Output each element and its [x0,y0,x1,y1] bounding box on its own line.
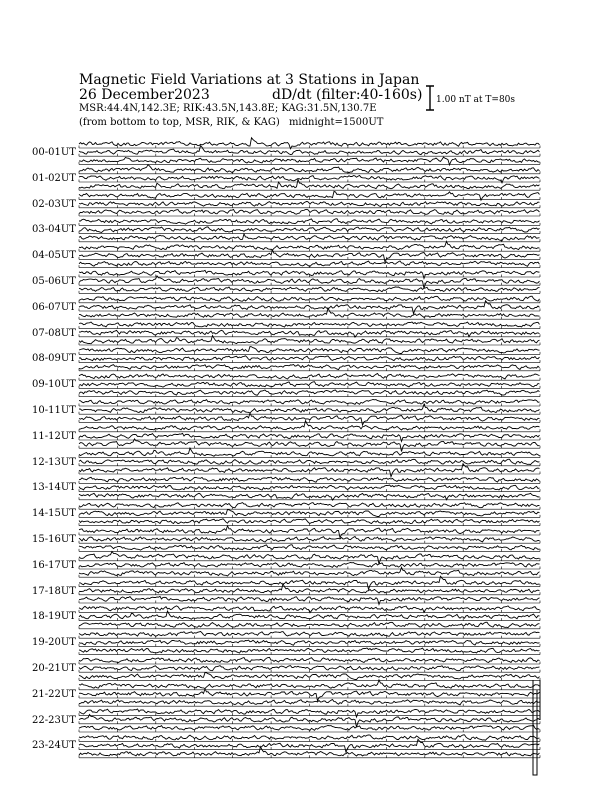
trace-rik-04-05ut [79,250,540,262]
baseline-msr-02-03ut [79,214,540,217]
chart-date: 26 December2023 [79,87,210,103]
row-label: 20-21UT [32,663,76,674]
baseline-kag-09-10ut [79,378,540,381]
baseline-rik-23-24ut [79,747,540,750]
baseline-msr-13-14ut [79,497,540,500]
trace-rik-08-09ut [79,356,540,361]
baseline-kag-03-04ut [79,223,540,226]
baseline-rik-21-22ut [79,696,540,699]
baseline-kag-00-01ut [79,146,540,149]
baseline-msr-06-07ut [79,317,540,320]
baseline-msr-01-02ut [79,188,540,191]
row-label: 15-16UT [32,534,76,545]
trace-rik-22-23ut [79,715,540,728]
baseline-msr-00-01ut [79,162,540,165]
baseline-rik-07-08ut [79,334,540,337]
baseline-msr-12-13ut [79,472,540,475]
baseline-rik-17-18ut [79,592,540,595]
baseline-msr-05-06ut [79,291,540,294]
baseline-msr-04-05ut [79,265,540,268]
baseline-msr-22-23ut [79,730,540,733]
baseline-rik-11-12ut [79,438,540,441]
row-label: 10-11UT [32,405,76,416]
baseline-kag-22-23ut [79,713,540,716]
baseline-kag-20-21ut [79,662,540,665]
station-coordinates: MSR:44.4N,142.3E; RIK:43.5N,143.8E; KAG:31.5N,130.7E [79,103,377,114]
row-label: 01-02UT [32,172,76,184]
scale-bar [426,86,434,110]
baseline-kag-12-13ut [79,455,540,458]
trace-kag-16-17ut [79,552,540,565]
baseline-rik-03-04ut [79,231,540,234]
trace-kag-15-16ut [79,526,540,538]
baseline-msr-08-09ut [79,368,540,371]
baseline-msr-19-20ut [79,652,540,655]
row-label: 14-15UT [32,508,76,520]
trace-kag-17-18ut [79,576,540,589]
chart-quantity: dD/dt (filter:40-160s) [272,87,423,103]
trace-rik-05-06ut [79,276,540,289]
baseline-rik-04-05ut [79,257,540,260]
row-label: 05-06UT [32,276,76,287]
baseline-msr-07-08ut [79,343,540,346]
baseline-msr-21-22ut [79,704,540,707]
baseline-kag-13-14ut [79,481,540,484]
baseline-msr-23-24ut [79,755,540,758]
chart-title: Magnetic Field Variations at 3 Stations in Japan [79,72,420,88]
baseline-rik-20-21ut [79,670,540,673]
row-label: 04-05UT [32,250,76,262]
row-label: 02-03UT [32,198,76,210]
row-label: 17-18UT [32,585,76,597]
baseline-rik-00-01ut [79,154,540,157]
baseline-rik-06-07ut [79,309,540,312]
row-label: 13-14UT [32,482,76,494]
row-label: 06-07UT [32,301,76,313]
trace-kag-04-05ut [79,241,540,250]
baseline-rik-10-11ut [79,412,540,415]
trace-order: (from bottom to top, MSR, RIK, & KAG) [79,117,280,128]
baseline-kag-16-17ut [79,558,540,561]
baseline-msr-16-17ut [79,575,540,578]
baseline-kag-21-22ut [79,687,540,690]
baseline-msr-15-16ut [79,549,540,552]
baseline-rik-14-15ut [79,515,540,518]
row-label: 18-19UT [32,611,76,623]
baseline-kag-04-05ut [79,249,540,252]
baseline-kag-06-07ut [79,300,540,303]
scale-bar-label: 1.00 nT at T=80s [436,95,516,105]
baseline-rik-13-14ut [79,489,540,492]
baseline-msr-09-10ut [79,394,540,397]
trace-msr-11-12ut [79,439,540,452]
baseline-kag-11-12ut [79,429,540,432]
baseline-kag-08-09ut [79,352,540,355]
baseline-rik-16-17ut [79,567,540,570]
baseline-kag-01-02ut [79,171,540,174]
baseline-kag-14-15ut [79,507,540,510]
trace-msr-14-15ut [79,519,540,524]
baseline-rik-09-10ut [79,386,540,389]
row-label: 21-22UT [32,688,76,700]
baseline-msr-03-04ut [79,239,540,242]
trace-kag-19-20ut [79,631,540,636]
baseline-rik-05-06ut [79,283,540,286]
trace-kag-21-22ut [79,680,540,689]
baseline-kag-07-08ut [79,326,540,329]
row-label: 00-01UT [32,147,76,158]
baseline-msr-14-15ut [79,523,540,526]
row-label: 19-20UT [32,637,76,649]
baseline-rik-19-20ut [79,644,540,647]
row-label: 11-12UT [32,430,76,442]
baseline-kag-10-11ut [79,404,540,407]
baseline-msr-11-12ut [79,446,540,449]
row-label: 08-09UT [32,353,76,365]
row-label: 07-08UT [32,327,76,339]
baseline-msr-17-18ut [79,601,540,604]
midnight-note: midnight=1500UT [288,117,384,128]
baseline-kag-05-06ut [79,275,540,278]
row-label: 12-13UT [32,456,76,468]
trace-rik-21-22ut [79,689,540,701]
baseline-msr-10-11ut [79,420,540,423]
baseline-rik-01-02ut [79,180,540,183]
baseline-msr-20-21ut [79,678,540,681]
baseline-msr-18-19ut [79,626,540,629]
row-label: 23-24UT [32,740,76,752]
baseline-kag-19-20ut [79,636,540,639]
trace-msr-10-11ut [79,413,540,425]
row-label: 16-17UT [32,559,76,571]
row-label: 09-10UT [32,379,76,391]
baseline-rik-08-09ut [79,360,540,363]
row-label: 03-04UT [32,224,76,236]
baseline-rik-15-16ut [79,541,540,544]
trace-kag-12-13ut [79,448,540,456]
baseline-kag-15-16ut [79,533,540,536]
row-label: 22-23UT [32,714,76,726]
